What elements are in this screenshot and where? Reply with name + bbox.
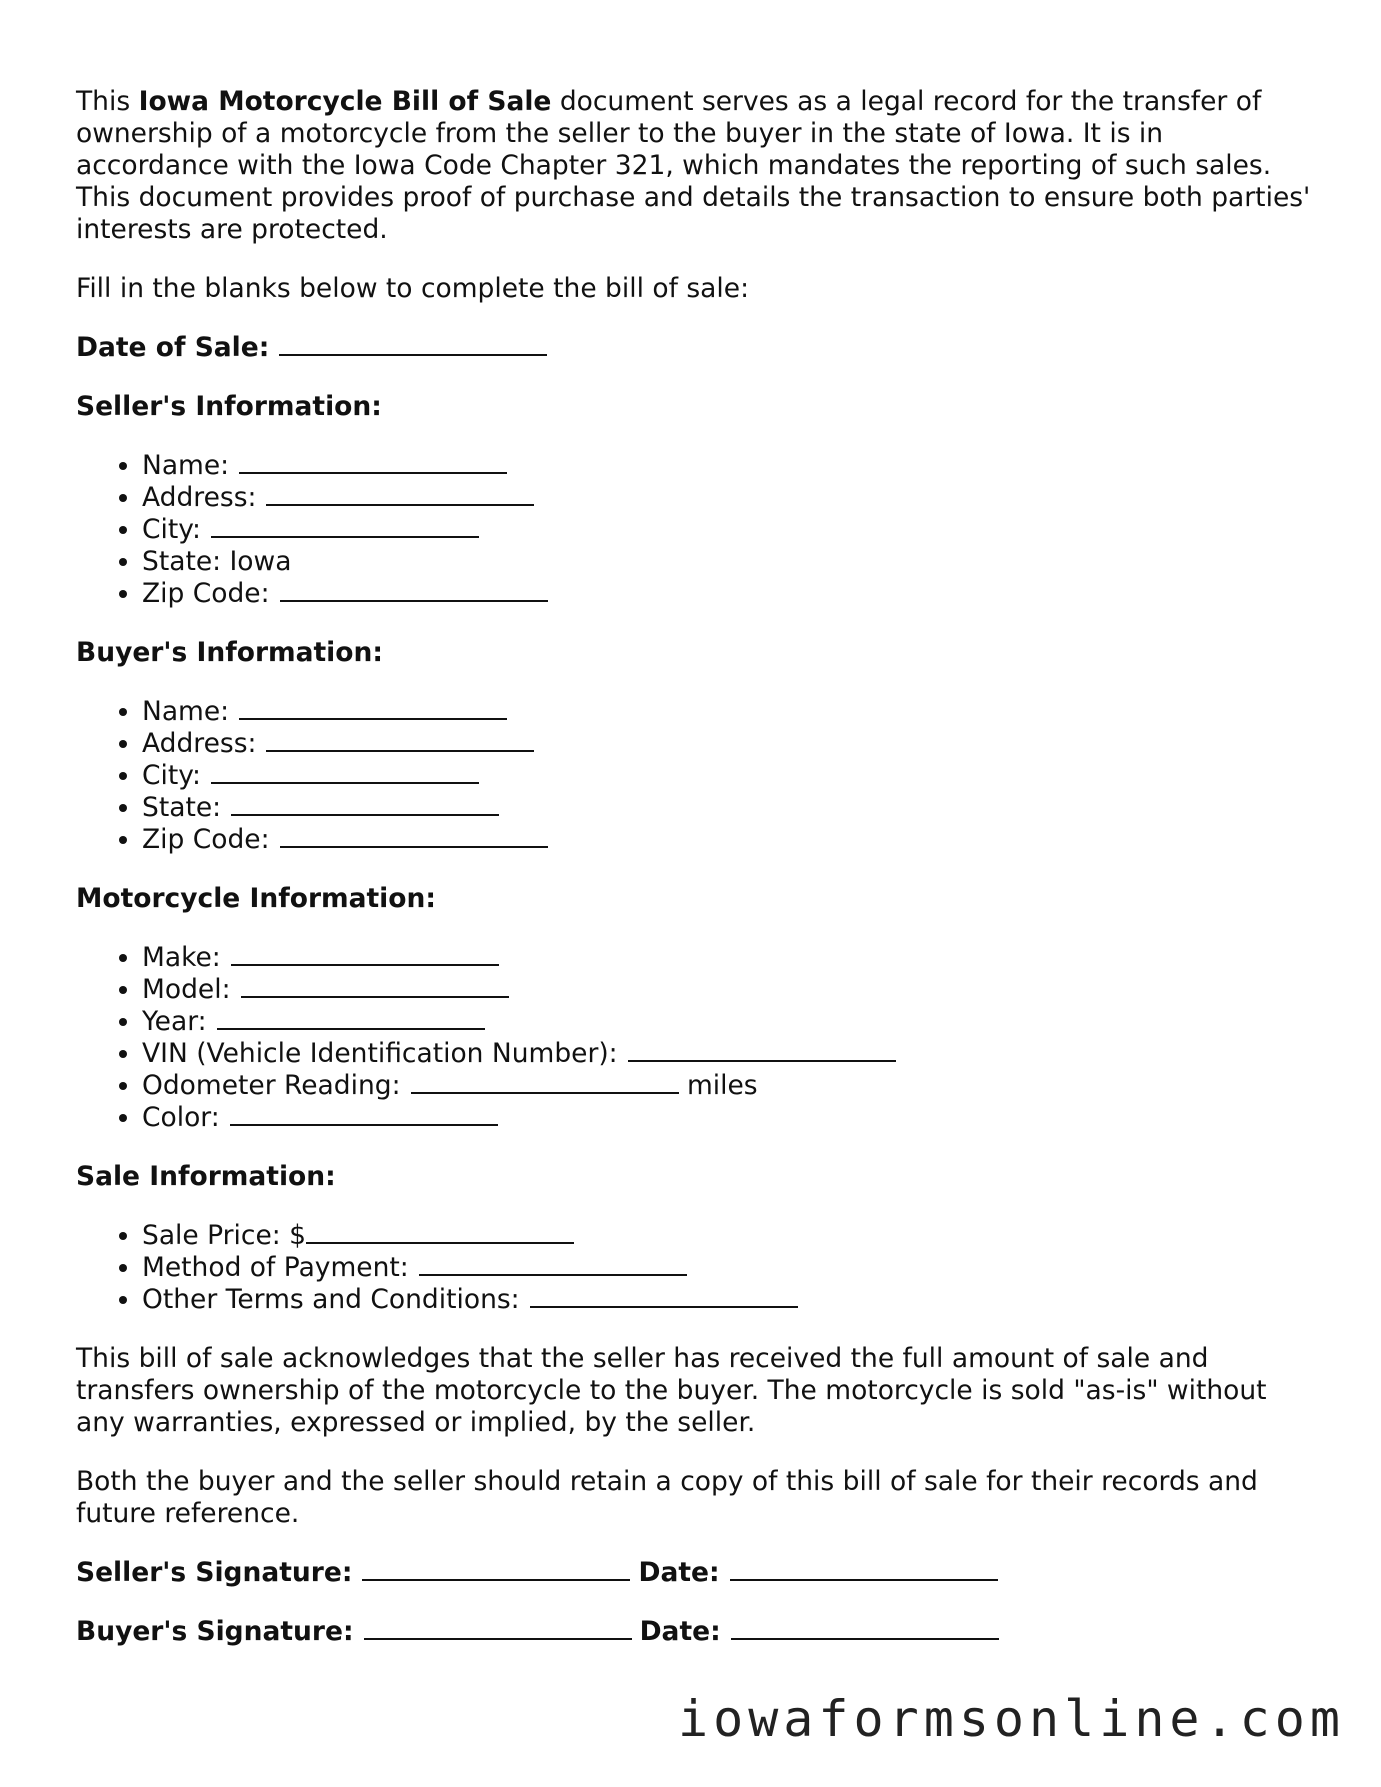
list-item — [142, 824, 1316, 856]
buyer-name-label: Name: — [142, 696, 230, 727]
list-item — [142, 1006, 1316, 1038]
list-item — [142, 1038, 1316, 1070]
year-label: Year: — [142, 1006, 207, 1037]
payment-method-label: Method of Payment: — [142, 1252, 409, 1283]
list-item — [142, 942, 1316, 974]
seller-name-field[interactable] — [239, 450, 507, 474]
list-item — [142, 974, 1316, 1006]
motorcycle-list — [76, 942, 1316, 1134]
intro-paragraph — [76, 86, 1316, 246]
sale-price-label: Sale Price: $ — [142, 1220, 307, 1251]
date-of-sale-label: Date of Sale: — [76, 332, 270, 363]
intro-prefix: This — [76, 86, 139, 117]
list-item — [142, 1102, 1316, 1134]
vin-field[interactable] — [628, 1038, 896, 1062]
seller-city-field[interactable] — [211, 514, 479, 538]
other-terms-label: Other Terms and Conditions: — [142, 1284, 520, 1315]
buyer-state-label: State: — [142, 792, 222, 823]
buyer-heading: Buyer's Information: — [76, 637, 383, 668]
color-label: Color: — [142, 1102, 220, 1133]
seller-date-field[interactable] — [730, 1557, 998, 1581]
vin-label: VIN (Vehicle Identification Number): — [142, 1038, 618, 1069]
buyer-address-label: Address: — [142, 728, 257, 759]
seller-state-label: State: Iowa — [142, 546, 292, 577]
other-terms-field[interactable] — [530, 1284, 798, 1308]
buyer-signature-label: Buyer's Signature: — [76, 1616, 354, 1647]
color-field[interactable] — [230, 1102, 498, 1126]
list-item — [142, 792, 1316, 824]
buyer-signature-row — [76, 1616, 1316, 1648]
buyer-state-field[interactable] — [231, 792, 499, 816]
list-item — [142, 1070, 1316, 1102]
seller-signature-row — [76, 1557, 1316, 1589]
odometer-field[interactable] — [411, 1070, 679, 1094]
buyer-name-field[interactable] — [239, 696, 507, 720]
buyer-signature-field[interactable] — [364, 1616, 632, 1640]
date-of-sale-row — [76, 332, 1316, 364]
buyer-zip-field[interactable] — [280, 824, 548, 848]
seller-city-label: City: — [142, 514, 201, 545]
instruction-text: Fill in the blanks below to complete the bill of sale: — [76, 273, 749, 304]
list-item — [142, 578, 1316, 610]
make-field[interactable] — [231, 942, 499, 966]
retain-note-paragraph: Both the buyer and the seller should retain a copy of this bill of sale for their records and future reference. — [76, 1466, 1258, 1529]
list-item — [142, 514, 1316, 546]
seller-name-label: Name: — [142, 450, 230, 481]
year-field[interactable] — [217, 1006, 485, 1030]
sale-list — [76, 1220, 1316, 1316]
list-item — [142, 1220, 1316, 1252]
buyer-date-field[interactable] — [731, 1616, 999, 1640]
motorcycle-heading: Motorcycle Information: — [76, 883, 436, 914]
list-item — [142, 482, 1316, 514]
odometer-unit: miles — [686, 1070, 758, 1101]
acknowledgement-paragraph: This bill of sale acknowledges that the seller has received the full amount of sale and transfers ownership of the motorcycle to the buyer. The motorcycle is sold "as-is" without any warranties, expressed or implied, by the seller. — [76, 1343, 1267, 1438]
date-of-sale-field[interactable] — [279, 332, 547, 356]
list-item — [142, 546, 1316, 578]
buyer-list — [76, 696, 1316, 856]
model-label: Model: — [142, 974, 231, 1005]
buyer-city-label: City: — [142, 760, 201, 791]
document-title: Iowa Motorcycle Bill of Sale — [138, 86, 552, 117]
list-item — [142, 760, 1316, 792]
buyer-date-label: Date: — [639, 1616, 721, 1647]
buyer-city-field[interactable] — [211, 760, 479, 784]
payment-method-field[interactable] — [419, 1252, 687, 1276]
intro-text: document serves as a legal record for the transfer of ownership of a motorcycle from the seller to the buyer in the state of Iowa. It is in accordance with the Iowa Code Chapter 321, which mandates the reporting of such sales. This document provides proof of purchase and details the transaction to ensure both parties' interests are protected. — [76, 86, 1311, 245]
seller-date-label: Date: — [638, 1557, 720, 1588]
model-field[interactable] — [241, 974, 509, 998]
odometer-label: Odometer Reading: — [142, 1070, 401, 1101]
list-item — [142, 450, 1316, 482]
seller-zip-field[interactable] — [280, 578, 548, 602]
make-label: Make: — [142, 942, 221, 973]
seller-signature-label: Seller's Signature: — [76, 1557, 353, 1588]
bill-of-sale-document — [76, 86, 1316, 1675]
sale-price-field[interactable] — [306, 1220, 574, 1244]
site-watermark: iowaformsonline.com — [678, 1690, 1345, 1748]
seller-signature-field[interactable] — [362, 1557, 630, 1581]
list-item — [142, 696, 1316, 728]
list-item — [142, 1284, 1316, 1316]
sale-heading: Sale Information: — [76, 1161, 336, 1192]
seller-address-field[interactable] — [266, 482, 534, 506]
list-item — [142, 1252, 1316, 1284]
seller-list — [76, 450, 1316, 610]
seller-address-label: Address: — [142, 482, 257, 513]
buyer-address-field[interactable] — [266, 728, 534, 752]
buyer-zip-label: Zip Code: — [142, 824, 270, 855]
seller-heading: Seller's Information: — [76, 391, 382, 422]
seller-zip-label: Zip Code: — [142, 578, 270, 609]
list-item — [142, 728, 1316, 760]
